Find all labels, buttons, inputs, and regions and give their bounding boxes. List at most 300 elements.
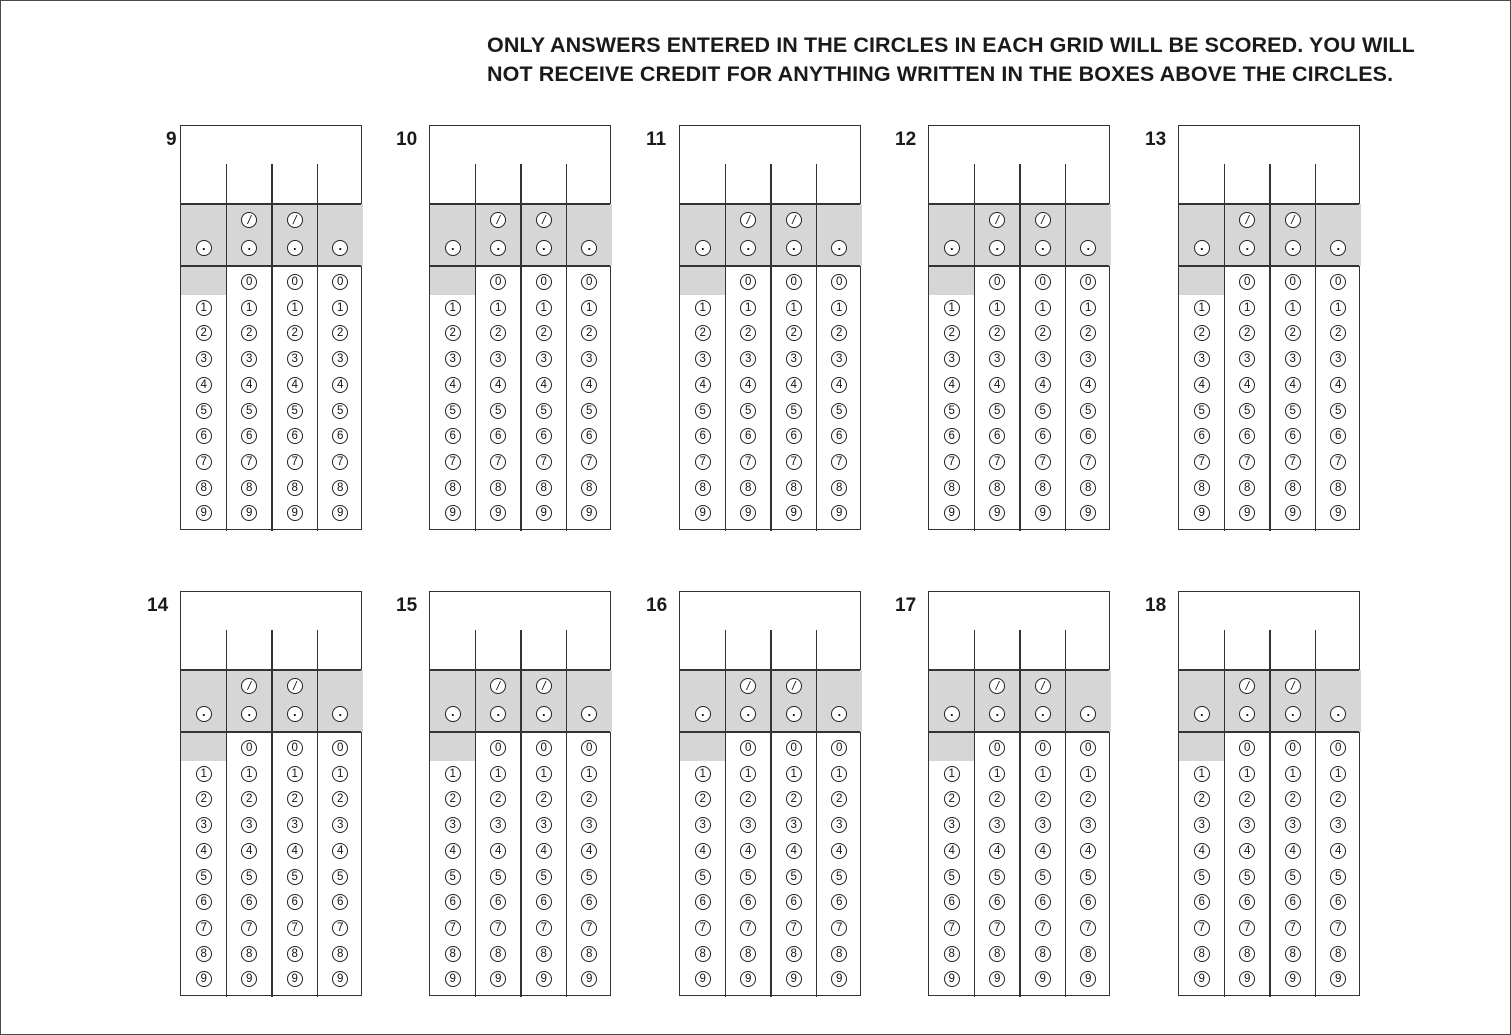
digit-bubble-7[interactable]: 7 xyxy=(445,920,461,936)
digit-bubble-7[interactable]: 7 xyxy=(786,920,802,936)
digit-bubble-6[interactable]: 6 xyxy=(332,894,348,910)
digit-bubble-3[interactable]: 3 xyxy=(695,817,711,833)
digit-bubble-2[interactable]: 2 xyxy=(490,791,506,807)
decimal-point-bubble[interactable]: . xyxy=(740,706,756,722)
digit-bubble-1[interactable]: 1 xyxy=(1285,300,1301,316)
digit-bubble-9[interactable]: 9 xyxy=(1080,505,1096,521)
digit-bubble-3[interactable]: 3 xyxy=(989,351,1005,367)
digit-bubble-1[interactable]: 1 xyxy=(695,766,711,782)
digit-bubble-8[interactable]: 8 xyxy=(1194,480,1210,496)
decimal-point-bubble[interactable]: . xyxy=(989,240,1005,256)
digit-bubble-1[interactable]: 1 xyxy=(944,766,960,782)
digit-bubble-8[interactable]: 8 xyxy=(1239,946,1255,962)
digit-bubble-5[interactable]: 5 xyxy=(740,403,756,419)
digit-bubble-5[interactable]: 5 xyxy=(1194,869,1210,885)
digit-bubble-0[interactable]: 0 xyxy=(740,740,756,756)
digit-bubble-8[interactable]: 8 xyxy=(786,946,802,962)
digit-bubble-6[interactable]: 6 xyxy=(490,894,506,910)
digit-bubble-8[interactable]: 8 xyxy=(196,480,212,496)
digit-bubble-3[interactable]: 3 xyxy=(445,817,461,833)
digit-bubble-7[interactable]: 7 xyxy=(831,920,847,936)
fraction-bar-bubble[interactable]: / xyxy=(241,678,257,694)
decimal-point-bubble[interactable]: . xyxy=(1080,240,1096,256)
digit-bubble-0[interactable]: 0 xyxy=(989,740,1005,756)
digit-bubble-9[interactable]: 9 xyxy=(1239,505,1255,521)
digit-bubble-9[interactable]: 9 xyxy=(740,505,756,521)
digit-bubble-5[interactable]: 5 xyxy=(445,403,461,419)
digit-bubble-4[interactable]: 4 xyxy=(287,377,303,393)
digit-bubble-2[interactable]: 2 xyxy=(287,791,303,807)
decimal-point-bubble[interactable]: . xyxy=(536,240,552,256)
decimal-point-bubble[interactable]: . xyxy=(1330,240,1346,256)
digit-bubble-4[interactable]: 4 xyxy=(831,377,847,393)
digit-bubble-6[interactable]: 6 xyxy=(581,428,597,444)
digit-bubble-5[interactable]: 5 xyxy=(1035,403,1051,419)
digit-bubble-4[interactable]: 4 xyxy=(241,377,257,393)
digit-bubble-0[interactable]: 0 xyxy=(1080,740,1096,756)
digit-bubble-7[interactable]: 7 xyxy=(332,454,348,470)
digit-bubble-0[interactable]: 0 xyxy=(1239,274,1255,290)
decimal-point-bubble[interactable]: . xyxy=(241,706,257,722)
digit-bubble-7[interactable]: 7 xyxy=(1330,920,1346,936)
digit-bubble-1[interactable]: 1 xyxy=(989,766,1005,782)
digit-bubble-8[interactable]: 8 xyxy=(695,946,711,962)
digit-bubble-8[interactable]: 8 xyxy=(241,946,257,962)
digit-bubble-4[interactable]: 4 xyxy=(989,843,1005,859)
fraction-bar-bubble[interactable]: / xyxy=(1035,678,1051,694)
digit-bubble-8[interactable]: 8 xyxy=(287,480,303,496)
digit-bubble-3[interactable]: 3 xyxy=(490,351,506,367)
digit-bubble-5[interactable]: 5 xyxy=(989,869,1005,885)
digit-bubble-6[interactable]: 6 xyxy=(740,894,756,910)
digit-bubble-0[interactable]: 0 xyxy=(831,740,847,756)
decimal-point-bubble[interactable]: . xyxy=(241,240,257,256)
digit-bubble-1[interactable]: 1 xyxy=(1330,766,1346,782)
digit-bubble-4[interactable]: 4 xyxy=(1239,843,1255,859)
digit-bubble-6[interactable]: 6 xyxy=(1080,894,1096,910)
digit-bubble-8[interactable]: 8 xyxy=(1035,946,1051,962)
digit-bubble-3[interactable]: 3 xyxy=(332,351,348,367)
digit-bubble-9[interactable]: 9 xyxy=(1239,971,1255,987)
digit-bubble-3[interactable]: 3 xyxy=(287,817,303,833)
digit-bubble-0[interactable]: 0 xyxy=(1285,274,1301,290)
digit-bubble-7[interactable]: 7 xyxy=(241,920,257,936)
digit-bubble-6[interactable]: 6 xyxy=(490,428,506,444)
digit-bubble-0[interactable]: 0 xyxy=(831,274,847,290)
decimal-point-bubble[interactable]: . xyxy=(490,706,506,722)
digit-bubble-7[interactable]: 7 xyxy=(445,454,461,470)
digit-bubble-7[interactable]: 7 xyxy=(490,920,506,936)
digit-bubble-5[interactable]: 5 xyxy=(287,403,303,419)
decimal-point-bubble[interactable]: . xyxy=(1194,706,1210,722)
digit-bubble-6[interactable]: 6 xyxy=(695,428,711,444)
digit-bubble-9[interactable]: 9 xyxy=(831,505,847,521)
digit-bubble-1[interactable]: 1 xyxy=(581,766,597,782)
digit-bubble-7[interactable]: 7 xyxy=(695,920,711,936)
decimal-point-bubble[interactable]: . xyxy=(1285,706,1301,722)
digit-bubble-9[interactable]: 9 xyxy=(944,505,960,521)
fraction-bar-bubble[interactable]: / xyxy=(740,678,756,694)
digit-bubble-4[interactable]: 4 xyxy=(1330,377,1346,393)
digit-bubble-8[interactable]: 8 xyxy=(241,480,257,496)
digit-bubble-2[interactable]: 2 xyxy=(445,791,461,807)
digit-bubble-1[interactable]: 1 xyxy=(989,300,1005,316)
digit-bubble-7[interactable]: 7 xyxy=(287,454,303,470)
digit-bubble-2[interactable]: 2 xyxy=(332,791,348,807)
digit-bubble-9[interactable]: 9 xyxy=(1194,505,1210,521)
digit-bubble-2[interactable]: 2 xyxy=(740,791,756,807)
digit-bubble-7[interactable]: 7 xyxy=(989,454,1005,470)
digit-bubble-6[interactable]: 6 xyxy=(1080,428,1096,444)
digit-bubble-9[interactable]: 9 xyxy=(695,505,711,521)
decimal-point-bubble[interactable]: . xyxy=(445,240,461,256)
digit-bubble-0[interactable]: 0 xyxy=(581,740,597,756)
digit-bubble-3[interactable]: 3 xyxy=(740,817,756,833)
digit-bubble-3[interactable]: 3 xyxy=(1194,817,1210,833)
digit-bubble-9[interactable]: 9 xyxy=(786,971,802,987)
digit-bubble-1[interactable]: 1 xyxy=(287,766,303,782)
digit-bubble-5[interactable]: 5 xyxy=(287,869,303,885)
digit-bubble-9[interactable]: 9 xyxy=(1080,971,1096,987)
digit-bubble-1[interactable]: 1 xyxy=(1239,766,1255,782)
digit-bubble-0[interactable]: 0 xyxy=(1035,740,1051,756)
digit-bubble-8[interactable]: 8 xyxy=(490,946,506,962)
digit-bubble-9[interactable]: 9 xyxy=(831,971,847,987)
digit-bubble-4[interactable]: 4 xyxy=(445,843,461,859)
digit-bubble-2[interactable]: 2 xyxy=(241,325,257,341)
digit-bubble-2[interactable]: 2 xyxy=(1035,791,1051,807)
digit-bubble-1[interactable]: 1 xyxy=(536,766,552,782)
decimal-point-bubble[interactable]: . xyxy=(740,240,756,256)
digit-bubble-0[interactable]: 0 xyxy=(536,740,552,756)
fraction-bar-bubble[interactable]: / xyxy=(1285,678,1301,694)
digit-bubble-4[interactable]: 4 xyxy=(196,377,212,393)
decimal-point-bubble[interactable]: . xyxy=(989,706,1005,722)
digit-bubble-7[interactable]: 7 xyxy=(196,920,212,936)
digit-bubble-5[interactable]: 5 xyxy=(831,869,847,885)
digit-bubble-1[interactable]: 1 xyxy=(241,300,257,316)
digit-bubble-3[interactable]: 3 xyxy=(1330,351,1346,367)
digit-bubble-0[interactable]: 0 xyxy=(490,740,506,756)
digit-bubble-0[interactable]: 0 xyxy=(490,274,506,290)
digit-bubble-8[interactable]: 8 xyxy=(740,946,756,962)
digit-bubble-3[interactable]: 3 xyxy=(196,817,212,833)
digit-bubble-9[interactable]: 9 xyxy=(536,971,552,987)
digit-bubble-2[interactable]: 2 xyxy=(831,791,847,807)
digit-bubble-8[interactable]: 8 xyxy=(1239,480,1255,496)
digit-bubble-6[interactable]: 6 xyxy=(989,428,1005,444)
digit-bubble-1[interactable]: 1 xyxy=(1330,300,1346,316)
digit-bubble-4[interactable]: 4 xyxy=(581,843,597,859)
digit-bubble-7[interactable]: 7 xyxy=(786,454,802,470)
digit-bubble-9[interactable]: 9 xyxy=(490,505,506,521)
digit-bubble-7[interactable]: 7 xyxy=(1035,454,1051,470)
fraction-bar-bubble[interactable]: / xyxy=(1239,212,1255,228)
digit-bubble-1[interactable]: 1 xyxy=(831,300,847,316)
digit-bubble-0[interactable]: 0 xyxy=(287,740,303,756)
digit-bubble-4[interactable]: 4 xyxy=(695,843,711,859)
digit-bubble-4[interactable]: 4 xyxy=(581,377,597,393)
digit-bubble-4[interactable]: 4 xyxy=(786,843,802,859)
digit-bubble-0[interactable]: 0 xyxy=(786,274,802,290)
digit-bubble-2[interactable]: 2 xyxy=(332,325,348,341)
digit-bubble-7[interactable]: 7 xyxy=(536,454,552,470)
digit-bubble-6[interactable]: 6 xyxy=(786,894,802,910)
digit-bubble-7[interactable]: 7 xyxy=(1239,920,1255,936)
digit-bubble-8[interactable]: 8 xyxy=(740,480,756,496)
digit-bubble-3[interactable]: 3 xyxy=(695,351,711,367)
digit-bubble-3[interactable]: 3 xyxy=(196,351,212,367)
digit-bubble-7[interactable]: 7 xyxy=(1285,920,1301,936)
digit-bubble-3[interactable]: 3 xyxy=(241,817,257,833)
digit-bubble-2[interactable]: 2 xyxy=(581,791,597,807)
digit-bubble-5[interactable]: 5 xyxy=(536,403,552,419)
digit-bubble-6[interactable]: 6 xyxy=(536,428,552,444)
digit-bubble-0[interactable]: 0 xyxy=(1239,740,1255,756)
digit-bubble-9[interactable]: 9 xyxy=(332,971,348,987)
digit-bubble-8[interactable]: 8 xyxy=(536,480,552,496)
digit-bubble-8[interactable]: 8 xyxy=(1080,946,1096,962)
decimal-point-bubble[interactable]: . xyxy=(581,706,597,722)
digit-bubble-1[interactable]: 1 xyxy=(536,300,552,316)
digit-bubble-1[interactable]: 1 xyxy=(490,300,506,316)
digit-bubble-4[interactable]: 4 xyxy=(536,843,552,859)
digit-bubble-5[interactable]: 5 xyxy=(581,869,597,885)
digit-bubble-5[interactable]: 5 xyxy=(581,403,597,419)
digit-bubble-2[interactable]: 2 xyxy=(989,791,1005,807)
decimal-point-bubble[interactable]: . xyxy=(581,240,597,256)
digit-bubble-9[interactable]: 9 xyxy=(1285,971,1301,987)
digit-bubble-7[interactable]: 7 xyxy=(1080,454,1096,470)
digit-bubble-3[interactable]: 3 xyxy=(1330,817,1346,833)
digit-bubble-4[interactable]: 4 xyxy=(490,843,506,859)
digit-bubble-2[interactable]: 2 xyxy=(1080,325,1096,341)
fraction-bar-bubble[interactable]: / xyxy=(786,212,802,228)
digit-bubble-4[interactable]: 4 xyxy=(1285,377,1301,393)
digit-bubble-8[interactable]: 8 xyxy=(944,480,960,496)
digit-bubble-1[interactable]: 1 xyxy=(695,300,711,316)
digit-bubble-1[interactable]: 1 xyxy=(1035,300,1051,316)
digit-bubble-7[interactable]: 7 xyxy=(581,920,597,936)
digit-bubble-7[interactable]: 7 xyxy=(1080,920,1096,936)
fraction-bar-bubble[interactable]: / xyxy=(786,678,802,694)
digit-bubble-3[interactable]: 3 xyxy=(287,351,303,367)
digit-bubble-8[interactable]: 8 xyxy=(490,480,506,496)
digit-bubble-0[interactable]: 0 xyxy=(241,740,257,756)
digit-bubble-4[interactable]: 4 xyxy=(1330,843,1346,859)
fraction-bar-bubble[interactable]: / xyxy=(740,212,756,228)
digit-bubble-8[interactable]: 8 xyxy=(1080,480,1096,496)
digit-bubble-0[interactable]: 0 xyxy=(536,274,552,290)
digit-bubble-0[interactable]: 0 xyxy=(1330,274,1346,290)
digit-bubble-8[interactable]: 8 xyxy=(332,946,348,962)
digit-bubble-0[interactable]: 0 xyxy=(1080,274,1096,290)
digit-bubble-6[interactable]: 6 xyxy=(196,428,212,444)
digit-bubble-7[interactable]: 7 xyxy=(1194,454,1210,470)
digit-bubble-6[interactable]: 6 xyxy=(1285,894,1301,910)
digit-bubble-2[interactable]: 2 xyxy=(1035,325,1051,341)
digit-bubble-9[interactable]: 9 xyxy=(445,971,461,987)
digit-bubble-9[interactable]: 9 xyxy=(196,971,212,987)
digit-bubble-8[interactable]: 8 xyxy=(695,480,711,496)
digit-bubble-4[interactable]: 4 xyxy=(332,377,348,393)
digit-bubble-9[interactable]: 9 xyxy=(287,505,303,521)
digit-bubble-0[interactable]: 0 xyxy=(786,740,802,756)
digit-bubble-2[interactable]: 2 xyxy=(581,325,597,341)
digit-bubble-0[interactable]: 0 xyxy=(989,274,1005,290)
digit-bubble-8[interactable]: 8 xyxy=(831,946,847,962)
digit-bubble-6[interactable]: 6 xyxy=(287,894,303,910)
digit-bubble-6[interactable]: 6 xyxy=(1194,428,1210,444)
digit-bubble-7[interactable]: 7 xyxy=(241,454,257,470)
fraction-bar-bubble[interactable]: / xyxy=(490,678,506,694)
digit-bubble-9[interactable]: 9 xyxy=(786,505,802,521)
digit-bubble-4[interactable]: 4 xyxy=(287,843,303,859)
digit-bubble-1[interactable]: 1 xyxy=(1194,300,1210,316)
digit-bubble-5[interactable]: 5 xyxy=(944,403,960,419)
decimal-point-bubble[interactable]: . xyxy=(1239,240,1255,256)
digit-bubble-7[interactable]: 7 xyxy=(196,454,212,470)
digit-bubble-1[interactable]: 1 xyxy=(786,300,802,316)
digit-bubble-2[interactable]: 2 xyxy=(695,325,711,341)
digit-bubble-3[interactable]: 3 xyxy=(786,351,802,367)
digit-bubble-3[interactable]: 3 xyxy=(1239,351,1255,367)
digit-bubble-8[interactable]: 8 xyxy=(1035,480,1051,496)
fraction-bar-bubble[interactable]: / xyxy=(287,212,303,228)
digit-bubble-6[interactable]: 6 xyxy=(445,894,461,910)
digit-bubble-0[interactable]: 0 xyxy=(581,274,597,290)
digit-bubble-2[interactable]: 2 xyxy=(944,791,960,807)
digit-bubble-3[interactable]: 3 xyxy=(1239,817,1255,833)
digit-bubble-0[interactable]: 0 xyxy=(1035,274,1051,290)
digit-bubble-7[interactable]: 7 xyxy=(1194,920,1210,936)
digit-bubble-7[interactable]: 7 xyxy=(581,454,597,470)
digit-bubble-5[interactable]: 5 xyxy=(536,869,552,885)
digit-bubble-7[interactable]: 7 xyxy=(536,920,552,936)
digit-bubble-7[interactable]: 7 xyxy=(1285,454,1301,470)
decimal-point-bubble[interactable]: . xyxy=(944,706,960,722)
decimal-point-bubble[interactable]: . xyxy=(1080,706,1096,722)
digit-bubble-3[interactable]: 3 xyxy=(1285,351,1301,367)
digit-bubble-3[interactable]: 3 xyxy=(1035,817,1051,833)
decimal-point-bubble[interactable]: . xyxy=(536,706,552,722)
digit-bubble-9[interactable]: 9 xyxy=(287,971,303,987)
digit-bubble-2[interactable]: 2 xyxy=(1285,325,1301,341)
digit-bubble-4[interactable]: 4 xyxy=(490,377,506,393)
digit-bubble-6[interactable]: 6 xyxy=(1035,428,1051,444)
digit-bubble-8[interactable]: 8 xyxy=(445,946,461,962)
digit-bubble-6[interactable]: 6 xyxy=(581,894,597,910)
digit-bubble-8[interactable]: 8 xyxy=(287,946,303,962)
digit-bubble-8[interactable]: 8 xyxy=(944,946,960,962)
digit-bubble-9[interactable]: 9 xyxy=(740,971,756,987)
digit-bubble-1[interactable]: 1 xyxy=(445,766,461,782)
digit-bubble-0[interactable]: 0 xyxy=(740,274,756,290)
digit-bubble-8[interactable]: 8 xyxy=(989,480,1005,496)
digit-bubble-7[interactable]: 7 xyxy=(989,920,1005,936)
fraction-bar-bubble[interactable]: / xyxy=(490,212,506,228)
digit-bubble-8[interactable]: 8 xyxy=(581,946,597,962)
digit-bubble-0[interactable]: 0 xyxy=(1330,740,1346,756)
digit-bubble-6[interactable]: 6 xyxy=(241,428,257,444)
digit-bubble-8[interactable]: 8 xyxy=(989,946,1005,962)
digit-bubble-3[interactable]: 3 xyxy=(536,817,552,833)
digit-bubble-4[interactable]: 4 xyxy=(445,377,461,393)
decimal-point-bubble[interactable]: . xyxy=(332,240,348,256)
digit-bubble-0[interactable]: 0 xyxy=(332,740,348,756)
digit-bubble-6[interactable]: 6 xyxy=(287,428,303,444)
digit-bubble-9[interactable]: 9 xyxy=(581,505,597,521)
digit-bubble-2[interactable]: 2 xyxy=(445,325,461,341)
digit-bubble-7[interactable]: 7 xyxy=(490,454,506,470)
fraction-bar-bubble[interactable]: / xyxy=(287,678,303,694)
digit-bubble-5[interactable]: 5 xyxy=(1330,403,1346,419)
digit-bubble-2[interactable]: 2 xyxy=(536,325,552,341)
digit-bubble-9[interactable]: 9 xyxy=(989,971,1005,987)
digit-bubble-3[interactable]: 3 xyxy=(581,817,597,833)
digit-bubble-1[interactable]: 1 xyxy=(196,300,212,316)
digit-bubble-4[interactable]: 4 xyxy=(1035,843,1051,859)
digit-bubble-9[interactable]: 9 xyxy=(1035,971,1051,987)
digit-bubble-5[interactable]: 5 xyxy=(445,869,461,885)
digit-bubble-3[interactable]: 3 xyxy=(536,351,552,367)
digit-bubble-4[interactable]: 4 xyxy=(1194,377,1210,393)
digit-bubble-5[interactable]: 5 xyxy=(1080,869,1096,885)
digit-bubble-7[interactable]: 7 xyxy=(287,920,303,936)
digit-bubble-1[interactable]: 1 xyxy=(740,300,756,316)
digit-bubble-1[interactable]: 1 xyxy=(287,300,303,316)
decimal-point-bubble[interactable]: . xyxy=(332,706,348,722)
digit-bubble-2[interactable]: 2 xyxy=(1239,325,1255,341)
digit-bubble-2[interactable]: 2 xyxy=(831,325,847,341)
digit-bubble-8[interactable]: 8 xyxy=(1330,480,1346,496)
digit-bubble-6[interactable]: 6 xyxy=(944,894,960,910)
digit-bubble-6[interactable]: 6 xyxy=(1330,894,1346,910)
digit-bubble-6[interactable]: 6 xyxy=(831,428,847,444)
digit-bubble-1[interactable]: 1 xyxy=(1239,300,1255,316)
digit-bubble-8[interactable]: 8 xyxy=(786,480,802,496)
digit-bubble-3[interactable]: 3 xyxy=(831,351,847,367)
digit-bubble-5[interactable]: 5 xyxy=(831,403,847,419)
digit-bubble-1[interactable]: 1 xyxy=(332,300,348,316)
digit-bubble-2[interactable]: 2 xyxy=(287,325,303,341)
digit-bubble-6[interactable]: 6 xyxy=(445,428,461,444)
digit-bubble-3[interactable]: 3 xyxy=(1194,351,1210,367)
digit-bubble-9[interactable]: 9 xyxy=(1194,971,1210,987)
digit-bubble-9[interactable]: 9 xyxy=(1285,505,1301,521)
digit-bubble-2[interactable]: 2 xyxy=(1239,791,1255,807)
digit-bubble-6[interactable]: 6 xyxy=(740,428,756,444)
fraction-bar-bubble[interactable]: / xyxy=(536,212,552,228)
decimal-point-bubble[interactable]: . xyxy=(287,706,303,722)
decimal-point-bubble[interactable]: . xyxy=(196,240,212,256)
decimal-point-bubble[interactable]: . xyxy=(831,706,847,722)
digit-bubble-5[interactable]: 5 xyxy=(1285,869,1301,885)
fraction-bar-bubble[interactable]: / xyxy=(1239,678,1255,694)
fraction-bar-bubble[interactable]: / xyxy=(989,678,1005,694)
digit-bubble-5[interactable]: 5 xyxy=(989,403,1005,419)
digit-bubble-5[interactable]: 5 xyxy=(1080,403,1096,419)
digit-bubble-8[interactable]: 8 xyxy=(1285,480,1301,496)
digit-bubble-1[interactable]: 1 xyxy=(1080,300,1096,316)
digit-bubble-1[interactable]: 1 xyxy=(1035,766,1051,782)
digit-bubble-8[interactable]: 8 xyxy=(1330,946,1346,962)
digit-bubble-8[interactable]: 8 xyxy=(196,946,212,962)
digit-bubble-4[interactable]: 4 xyxy=(740,377,756,393)
decimal-point-bubble[interactable]: . xyxy=(695,240,711,256)
digit-bubble-4[interactable]: 4 xyxy=(786,377,802,393)
digit-bubble-6[interactable]: 6 xyxy=(1285,428,1301,444)
